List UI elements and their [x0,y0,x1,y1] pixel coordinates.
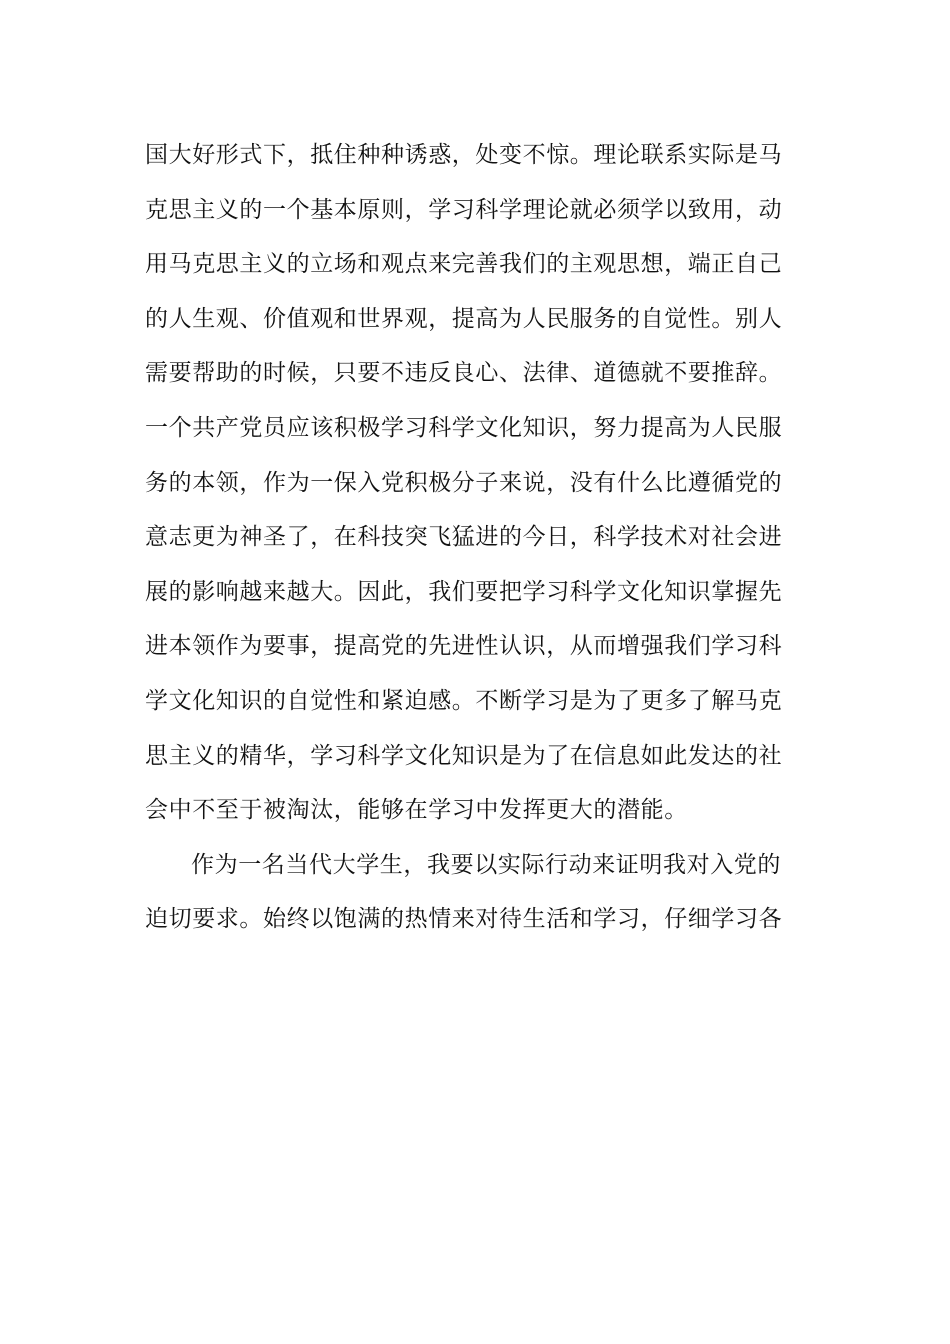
text-line: 需要帮助的时候，只要不违反良心、法律、道德就不要推辞。 [145,360,783,387]
text-line: 务的本领，作为一保入党积极分子来说，没有什么比遵循党的 [145,469,783,496]
text-line: 学文化知识的自觉性和紧迫感。不断学习是为了更多了解马克 [145,687,783,714]
body-text [145,128,815,947]
text-line: 的人生观、价值观和世界观，提高为人民服务的自觉性。别人 [145,305,783,332]
paragraph-1 [145,128,815,838]
text-line: 国大好形式下，抵住种种诱惑，处变不惊。理论联系实际是马 [145,142,783,168]
text-line: 思主义的精华，学习科学文化知识是为了在信息如此发达的社 [145,742,783,769]
text-line: 用马克思主义的立场和观点来完善我们的主观思想，端正自己 [145,251,783,278]
text-line: 意志更为神圣了，在科技突飞猛进的今日，科学技术对社会进 [145,524,783,551]
text-line: 克思主义的一个基本原则，学习科学理论就必须学以致用，动 [145,196,783,223]
text-line: 迫切要求。始终以饱满的热情来对待生活和学习，仔细学习各 [145,906,783,933]
text-line: 作为一名当代大学生，我要以实际行动来证明我对入党的 [191,851,781,878]
text-line: 一个共产党员应该积极学习科学文化知识，努力提高为人民服 [145,414,783,441]
text-line: 会中不至于被淘汰，能够在学习中发挥更大的潜能。 [145,797,688,824]
text-line: 进本领作为要事，提高党的先进性认识，从而增强我们学习科 [145,633,783,660]
paragraph-2 [145,838,815,947]
text-line: 展的影响越来越大。因此，我们要把学习科学文化知识掌握先 [145,578,783,605]
